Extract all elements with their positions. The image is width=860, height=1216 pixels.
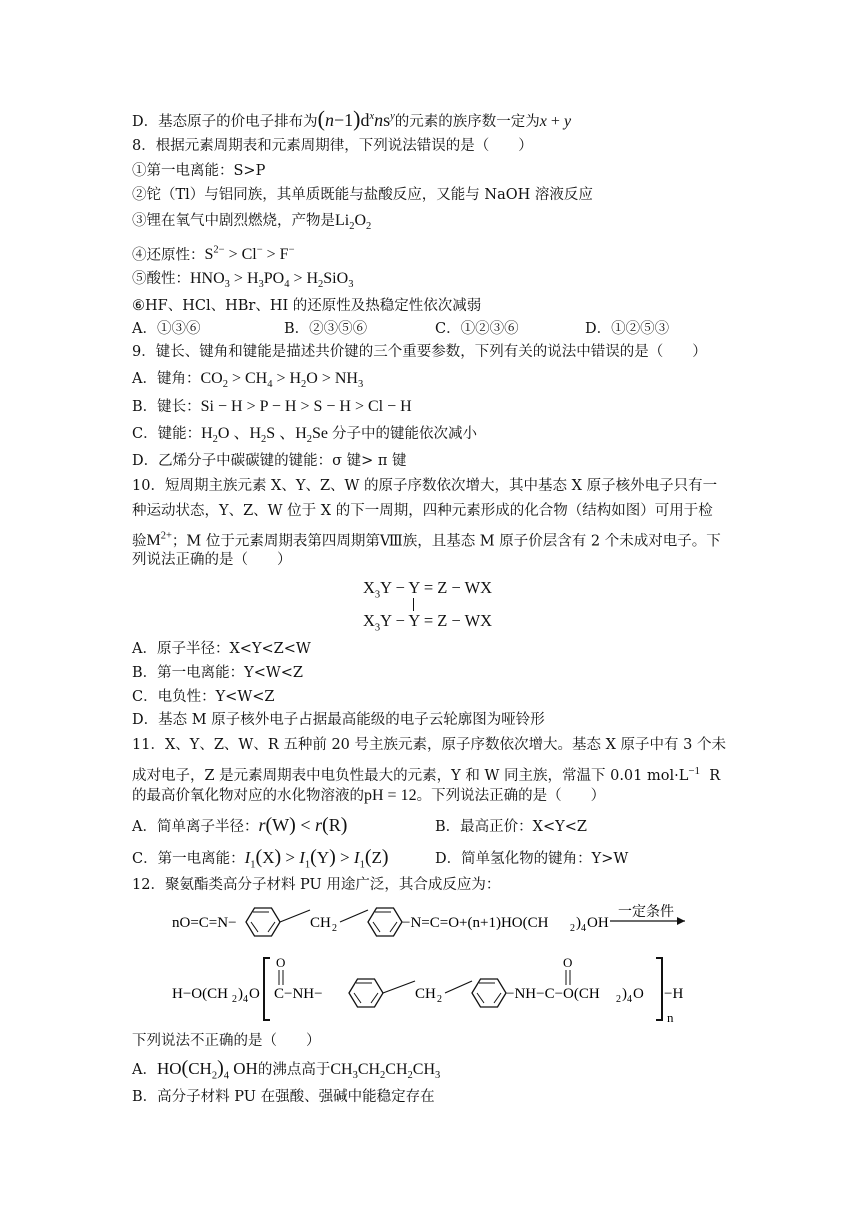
svg-text:n: n — [667, 1010, 674, 1025]
q11-line-1: 11．X、Y、Z、W、R 五种前 20 号主族元素，原子序数依次增大。基态 X 原子中有 3 个未 — [132, 737, 727, 753]
svg-text:nO=C=N−: nO=C=N− — [172, 915, 237, 931]
q11-option-b: B．最高正价：X<Y<Z — [435, 819, 587, 835]
q11-option-a: A．简单离子半径：r(W) < r(R) — [132, 814, 348, 836]
svg-text:OH: OH — [587, 915, 609, 931]
q10-option-d: D．基态 M 原子核外电子占据最高能级的电子云轮廓图为哑铃形 — [132, 712, 545, 728]
q10-option-a: A．原子半径：X<Y<Z<W — [132, 641, 311, 657]
q11-line-2: 成对电子，Z 是元素周期表中电负性最大的元素，Y 和 W 同主族，常温下 0.01 $mol\cdot L^{-1}$ R — [132, 765, 721, 784]
q9-option-d: D．乙烯分子中碳碳键的键能：σ 键> π 键 — [132, 453, 407, 469]
q9-option-b: B．键长：Si − H > P − H > S − H > Cl − H — [132, 398, 412, 415]
svg-text:−N=C=O+(n+1)HO(CH: −N=C=O+(n+1)HO(CH — [402, 915, 549, 931]
q12-stem: 12．聚氨酯类高分子材料 PU 用途广泛，其合成反应为： — [132, 877, 501, 893]
q12-option-a: A．$HO(CH_2)_4$ OH的沸点高于$CH_3CH_2CH_2CH_3$ — [132, 1057, 441, 1082]
svg-text:): ) — [576, 915, 581, 931]
q8-option-c: C．①②③⑥ — [435, 321, 519, 337]
svg-text:O: O — [563, 955, 573, 970]
q10-line-1: 10．短周期主族元素 X、Y、Z、W 的原子序数依次增大，其中基态 X 原子核外电子只有一 — [132, 478, 718, 494]
q10-line-4: 列说法正确的是（ ） — [132, 552, 292, 568]
q12-question: 下列说法不正确的是（ ） — [132, 1033, 321, 1049]
q7-option-d: D．基态原子的价电子排布为$(n-1)d^xns^y$的元素的族序数一定为x + y — [132, 106, 572, 131]
svg-text:4: 4 — [627, 994, 632, 1005]
q8-statement-6: ⑥HF、HCl、HBr、HI 的还原性及热稳定性依次减弱 — [132, 298, 482, 314]
q10-option-b: B．第一电离能：Y<W<Z — [132, 665, 304, 681]
svg-text:2: 2 — [570, 923, 575, 934]
q10-option-c: C．电负性：Y<W<Z — [132, 689, 275, 705]
svg-text:−NH−C−O(CH: −NH−C−O(CH — [506, 986, 600, 1002]
svg-text:2: 2 — [332, 923, 337, 934]
q11-line-3: 的最高价氧化物对应的水化物溶液的pH = 12。下列说法正确的是（ ） — [132, 787, 606, 804]
q8-statement-5: ⑤酸性：$HNO_3 > H_3PO_4 > H_2SiO_3$ — [132, 270, 354, 291]
svg-text:O: O — [633, 986, 644, 1002]
q9-option-c: C．键能：$H_2O$ 、$H_2S$ 、$H_2Se$ 分子中的键能依次减小 — [132, 425, 478, 446]
q8-statement-3: ③锂在氧气中剧烈燃烧，产物是$Li_2O_2$ — [132, 212, 372, 233]
svg-text:2: 2 — [232, 994, 237, 1005]
q10-structure-bond — [413, 598, 414, 611]
q8-statement-1: ①第一电离能：S>P — [132, 163, 266, 179]
q11-option-d: D．简单氢化物的键角：Y>W — [435, 851, 629, 867]
q12-reactant-scheme — [170, 896, 700, 946]
svg-text:H−O(CH: H−O(CH — [172, 986, 228, 1002]
svg-text:O: O — [249, 986, 260, 1002]
q9-option-a: A．键角：$CO_2 > CH_4 > H_2O > NH_3$ — [132, 370, 364, 391]
q8-option-b: B．②③⑤⑥ — [284, 321, 368, 337]
svg-text:CH: CH — [415, 986, 436, 1002]
q10-line-3: 验$M^{2+}$；M 位于元素周期表第四周期第Ⅷ族，且基态 M 原子价层含有 2 个未成对电子。下 — [132, 531, 721, 550]
q8-option-d: D．①②⑤③ — [585, 321, 670, 337]
benzene-ring-1 — [246, 908, 280, 936]
svg-text:C−NH−: C−NH− — [274, 986, 323, 1002]
q9-stem: 9．键长、键角和键能是描述共价键的三个重要参数，下列有关的说法中错误的是（ ） — [132, 344, 707, 360]
q8-option-a: A．①③⑥ — [132, 321, 201, 337]
svg-text:−H: −H — [664, 986, 684, 1002]
svg-text:2: 2 — [616, 994, 621, 1005]
q8-stem: 8．根据元素周期表和元素周期律，下列说法错误的是（ ） — [132, 138, 533, 154]
q11-option-c: C．第一电离能：$I_1(X) > I_1(Y) > I_1(Z)$ — [132, 846, 389, 871]
q12-option-b: B．高分子材料 PU 在强酸、强碱中能稳定存在 — [132, 1089, 435, 1105]
benzene-ring-4 — [472, 979, 506, 1007]
svg-text:2: 2 — [437, 994, 442, 1005]
benzene-ring-2 — [368, 908, 402, 936]
reaction-condition-label: 一定条件 — [618, 905, 674, 920]
svg-text:): ) — [238, 986, 243, 1002]
q8-statement-2: ②铊（Tl）与铝同族，其单质既能与盐酸反应，又能与 NaOH 溶液反应 — [132, 187, 593, 203]
q10-structure-bottom: $X_3Y - Y = Z$ − WX — [363, 611, 493, 634]
svg-text:4: 4 — [581, 923, 586, 934]
svg-text:4: 4 — [243, 994, 248, 1005]
svg-text:CH: CH — [310, 915, 331, 931]
svg-text:O: O — [276, 955, 286, 970]
q12-polymer-structure — [170, 950, 710, 1028]
q8-statement-4: ④还原性：$S^{2-} > Cl^- > F^-$ — [132, 245, 295, 264]
q10-line-2: 种运动状态，Y、Z、W 位于 X 的下一周期，四种元素形成的化合物（结构如图）可用于检 — [132, 503, 713, 519]
benzene-ring-3 — [349, 979, 383, 1007]
q10-structure-top: $X_3Y - Y = Z$ − WX — [363, 578, 493, 601]
svg-text:): ) — [622, 986, 627, 1002]
